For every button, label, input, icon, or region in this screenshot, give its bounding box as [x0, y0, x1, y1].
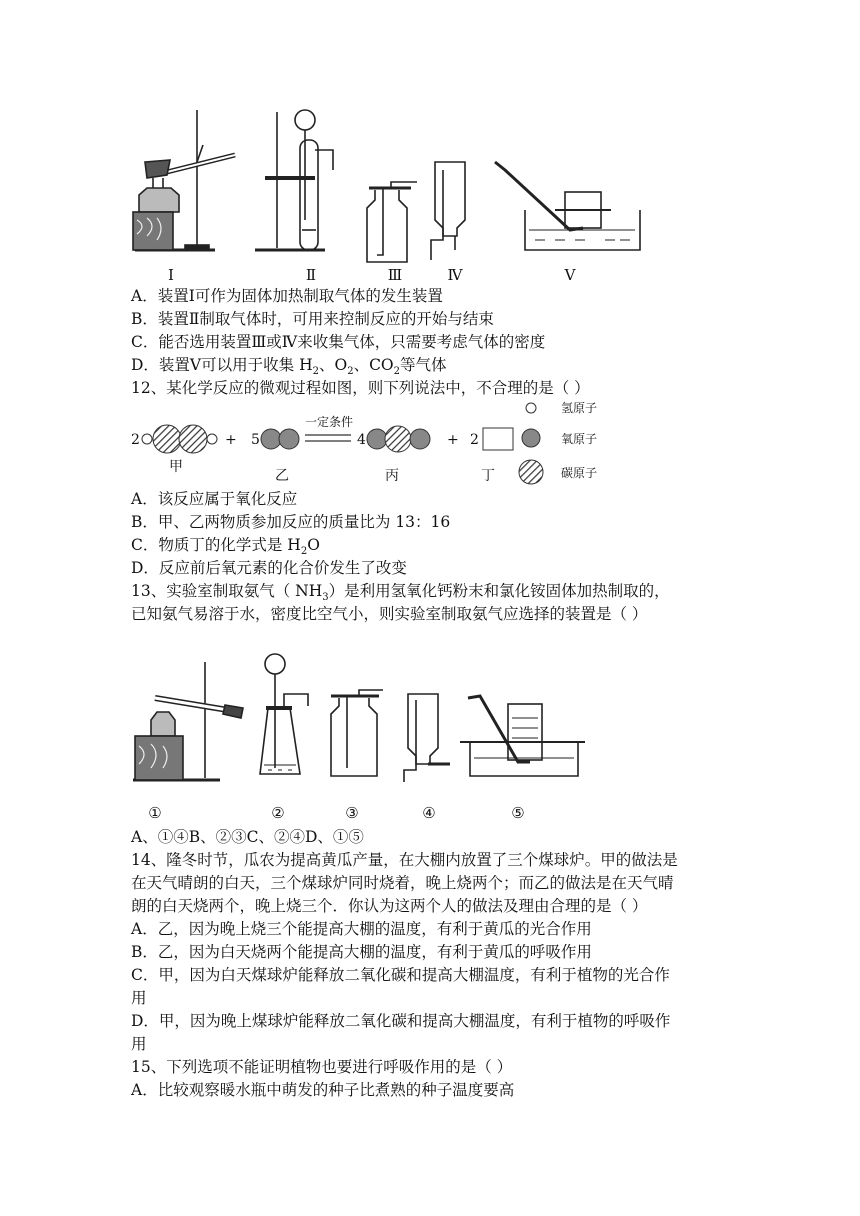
apparatus-2-3: [331, 690, 383, 776]
sub-3: 3: [322, 592, 329, 604]
o-atom: [410, 429, 430, 449]
q13-stem-line-1: [131, 580, 670, 602]
legend-o-label: 氧原子: [561, 432, 598, 446]
label-IV: Ⅳ: [447, 266, 463, 284]
label-circle-1: ①: [148, 804, 162, 822]
reaction-diagram: [125, 398, 625, 490]
q12-option-c-text: C．物质丁的化学式是 H: [131, 536, 301, 554]
coef-jia: 2: [131, 432, 140, 448]
formula-h: H: [299, 356, 313, 374]
apparatus-3: [367, 182, 417, 262]
legend-o-atom: [522, 429, 540, 447]
label-III: Ⅲ: [387, 266, 403, 284]
name-yi: 乙: [275, 468, 289, 484]
condition-text: 一定条件: [305, 415, 354, 429]
q14-option-b: B．乙，因为白天烧两个能提高大棚的温度，有利于黄瓜的呼吸作用: [131, 943, 592, 961]
label-circle-2: ②: [271, 804, 285, 822]
q11-option-d: [131, 354, 447, 376]
q11-option-d-text: D．装置Ⅴ可以用于收集: [131, 356, 295, 374]
apparatus-2-1: [133, 662, 243, 780]
legend-h-atom: [526, 403, 536, 413]
q15-option-a: A．比较观察暖水瓶中萌发的种子比煮熟的种子温度要高: [131, 1081, 515, 1099]
q13-stem-part-b: ）是利用氢氧化钙粉末和氯化铵固体加热制取的，: [328, 582, 670, 600]
unknown-box: [483, 428, 513, 450]
apparatus-2-4: [404, 694, 450, 782]
q11-option-a: A．装置Ⅰ可作为固体加热制取气体的发生装置: [131, 287, 443, 305]
legend-c-atom: [519, 460, 543, 484]
q13-option-c: C、②④: [246, 828, 305, 846]
apparatus-figure-1: [125, 100, 745, 290]
q14-option-d-wrap: 用: [131, 1035, 147, 1053]
apparatus-2-2: [260, 654, 308, 774]
apparatus-2-5: [460, 696, 585, 776]
coef-ding: 2: [470, 432, 479, 448]
apparatus-4: [431, 162, 465, 260]
q12-option-b: B．甲、乙两物质参加反应的质量比为 13：16: [131, 513, 451, 531]
label-circle-4: ④: [422, 804, 436, 822]
q12-option-c: [131, 534, 320, 556]
sub-2: 2: [312, 366, 319, 378]
c-atom: [153, 425, 181, 453]
q12-stem: 12、某化学反应的微观过程如图，则下列说法中，不合理的是（ ）: [131, 379, 590, 397]
q13-option-b: B、②③: [188, 828, 247, 846]
sub-2: 2: [393, 366, 401, 378]
apparatus-figure-2: [125, 650, 585, 830]
o-atom: [279, 429, 299, 449]
q13-option-d: D、①⑤: [304, 828, 364, 846]
q14-option-d: D．甲，因为晚上煤球炉能释放二氧化碳和提高大棚温度，有利于植物的呼吸作: [131, 1012, 671, 1030]
q15-stem: 15、下列选项不能证明植物也要进行呼吸作用的是（ ）: [131, 1058, 513, 1076]
formula-o: 、O: [318, 356, 348, 374]
name-bing: 丙: [385, 468, 399, 484]
name-jia: 甲: [169, 459, 183, 475]
label-II: Ⅱ: [305, 266, 317, 284]
q14-option-c: C．甲，因为白天煤球炉能释放二氧化碳和提高大棚温度，有利于植物的光合作: [131, 966, 670, 984]
sub-2: 2: [300, 546, 308, 558]
label-circle-3: ③: [345, 804, 359, 822]
q11-option-c: C．能否选用装置Ⅲ或Ⅳ来收集气体，只需要考虑气体的密度: [131, 333, 546, 351]
coef-yi: 5: [251, 432, 260, 448]
q14-stem-line-1: 14、隆冬时节，瓜农为提高黄瓜产量，在大棚内放置了三个煤球炉。甲的做法是: [131, 851, 678, 869]
formula-tail: 等气体: [400, 356, 447, 374]
legend-h-label: 氢原子: [561, 401, 598, 415]
plus-2: +: [447, 432, 459, 448]
q13-stem-line-2: 已知氨气易溶于水，密度比空气小，则实验室制取氨气应选择的装置是（ ）: [131, 605, 648, 623]
q11-option-b: B．装置Ⅱ制取气体时，可用来控制反应的开始与结束: [131, 310, 494, 328]
q13-options: [131, 826, 364, 848]
o-atom: [261, 429, 281, 449]
label-I: Ⅰ: [168, 266, 174, 284]
q14-stem-line-2: 在天气晴朗的白天，三个煤球炉同时烧着，晚上烧两个；而乙的做法是在天气晴: [131, 874, 674, 892]
legend-c-label: 碳原子: [561, 466, 598, 480]
o-atom: [367, 429, 387, 449]
apparatus-5: [495, 162, 640, 250]
h-atom: [142, 434, 152, 444]
c-atom: [179, 425, 207, 453]
name-ding: 丁: [481, 468, 495, 484]
q13-stem-part-a: 13、实验室制取氨气（ NH: [131, 582, 323, 600]
apparatus-1: [133, 110, 235, 250]
q12-option-a: A．该反应属于氧化反应: [131, 490, 298, 508]
label-V: Ⅴ: [564, 266, 576, 284]
label-circle-5: ⑤: [511, 804, 525, 822]
q14-option-a: A．乙，因为晚上烧三个能提高大棚的温度，有利于黄瓜的光合作用: [131, 920, 592, 938]
formula-co: 、CO: [353, 356, 394, 374]
c-atom: [385, 426, 411, 452]
h-atom: [207, 434, 217, 444]
coef-bing: 4: [357, 432, 366, 448]
formula-o: O: [307, 536, 320, 554]
q14-stem-line-3: 朗的白天烧两个，晚上烧三个．你认为这两个人的做法及理由合理的是（ ）: [131, 897, 648, 915]
plus-1: +: [225, 432, 237, 448]
q12-option-d: D．反应前后氧元素的化合价发生了改变: [131, 559, 407, 577]
sub-2: 2: [347, 366, 354, 378]
q13-option-a: A、①④: [131, 828, 189, 846]
apparatus-2: [255, 110, 333, 250]
q14-option-c-wrap: 用: [131, 989, 147, 1007]
